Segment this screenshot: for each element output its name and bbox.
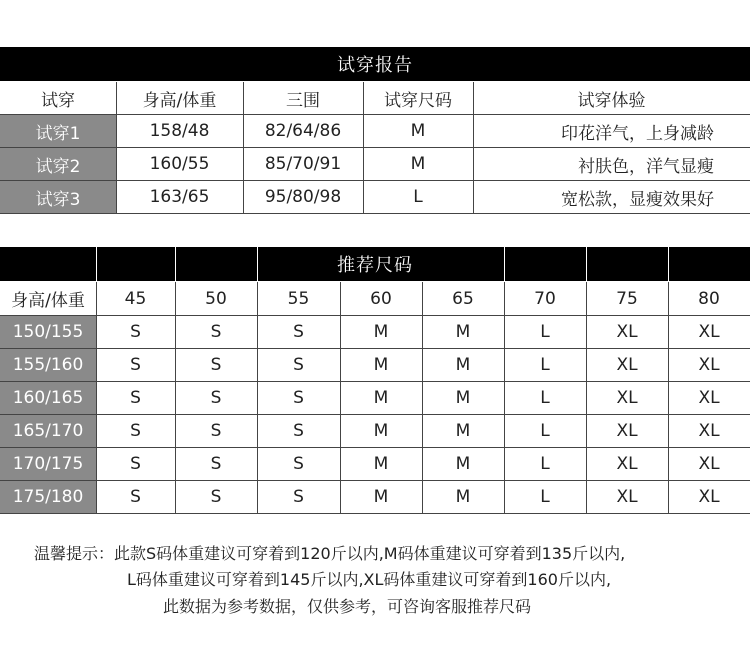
size-cell: S [210, 421, 222, 441]
size-cell: XL [698, 388, 720, 408]
grid-line [340, 282, 341, 514]
grid-line [473, 82, 474, 214]
size-cell: M [373, 487, 389, 507]
size-cell: S [210, 454, 222, 474]
size-cell: M [373, 454, 389, 474]
weight-header-cell: 75 [616, 288, 638, 309]
size-cell: S [293, 388, 304, 408]
trial-row-height-weight: 163/65 [149, 187, 210, 207]
trial-row-height-weight: 158/48 [149, 121, 210, 141]
height-row-label: 155/160 [0, 349, 96, 381]
size-cell: XL [616, 388, 638, 408]
size-cell: S [293, 487, 304, 507]
trial-row-experience: 衬肤色，洋气显瘦 [578, 156, 714, 177]
size-cell: XL [616, 454, 638, 474]
trial-row-size: L [413, 187, 423, 207]
trial-row-label: 试穿1 [0, 115, 116, 147]
grid-line [175, 282, 176, 514]
size-cell: M [373, 388, 389, 408]
size-cell: S [130, 388, 141, 408]
size-cell: XL [616, 487, 638, 507]
size-cell: S [130, 487, 141, 507]
trial-header-measurements: 三围 [286, 90, 320, 111]
size-cell: XL [616, 322, 638, 342]
grid-line [504, 282, 505, 514]
grid-line [0, 315, 750, 316]
note-line-1: 温馨提示：此款S码体重建议可穿着到120斤以内,M码体重建议可穿着到135斤以内, [34, 544, 626, 563]
size-cell: S [293, 355, 304, 375]
weight-header-cell: 70 [534, 288, 556, 309]
size-cell: XL [698, 322, 720, 342]
weight-header-cell: 65 [452, 288, 474, 309]
size-cell: M [455, 454, 471, 474]
grid-line [96, 282, 97, 514]
grid-line [0, 114, 750, 115]
banner-divider [257, 247, 258, 281]
trial-row-measurements: 82/64/86 [264, 121, 342, 141]
grid-line [0, 213, 750, 214]
size-cell: L [540, 487, 550, 507]
trial-header-height-weight: 身高/体重 [142, 90, 217, 111]
size-cell: M [455, 355, 471, 375]
size-cell: XL [616, 355, 638, 375]
size-cell: S [210, 355, 222, 375]
height-row-label: 170/175 [0, 448, 96, 480]
size-cell: M [455, 487, 471, 507]
banner-divider [504, 247, 505, 281]
grid-line [116, 82, 117, 214]
banner-divider [96, 247, 97, 281]
grid-line [0, 180, 750, 181]
trial-row-experience: 宽松款，显瘦效果好 [561, 189, 714, 210]
size-cell: L [540, 355, 550, 375]
grid-line [243, 82, 244, 214]
trial-report-title: 试穿报告 [0, 47, 750, 81]
trial-row-measurements: 85/70/91 [264, 154, 342, 174]
grid-line [363, 82, 364, 214]
size-cell: XL [698, 355, 720, 375]
size-cell: S [293, 454, 304, 474]
grid-line [668, 282, 669, 514]
size-cell: M [373, 355, 389, 375]
recommend-corner-label: 身高/体重 [11, 291, 85, 311]
size-cell: M [373, 421, 389, 441]
weight-header-cell: 80 [698, 288, 720, 309]
size-cell: M [455, 388, 471, 408]
size-cell: XL [698, 487, 720, 507]
weight-header-cell: 45 [124, 288, 147, 309]
trial-row-size: M [410, 121, 426, 141]
height-row-label: 165/170 [0, 415, 96, 447]
banner-divider [586, 247, 587, 281]
recommend-size-title: 推荐尺码 [0, 247, 750, 281]
grid-line [0, 513, 750, 514]
banner-divider [175, 247, 176, 281]
size-cell: L [540, 421, 550, 441]
trial-header-size: 试穿尺码 [384, 90, 452, 111]
weight-header-cell: 55 [287, 288, 310, 309]
height-row-label: 160/165 [0, 382, 96, 414]
trial-header-experience: 试穿体验 [577, 90, 646, 111]
size-cell: L [540, 388, 550, 408]
weight-header-cell: 50 [205, 288, 227, 309]
size-cell: S [293, 322, 304, 342]
height-row-label: 175/180 [0, 481, 96, 513]
height-row-label: 150/155 [0, 316, 96, 348]
grid-line [0, 147, 750, 148]
size-cell: S [210, 322, 222, 342]
trial-row-height-weight: 160/55 [149, 154, 210, 174]
grid-line [0, 447, 750, 448]
trial-row-label: 试穿3 [0, 181, 116, 213]
size-cell: S [130, 355, 141, 375]
note-line-2: L码体重建议可穿着到145斤以内,XL码体重建议可穿着到160斤以内, [127, 570, 612, 589]
size-cell: M [373, 322, 389, 342]
grid-line [422, 282, 423, 514]
trial-row-experience: 印花洋气，上身减龄 [561, 123, 714, 144]
size-cell: XL [698, 454, 720, 474]
note-line-3: 此数据为参考数据，仅供参考，可咨询客服推荐尺码 [163, 597, 532, 616]
size-cell: XL [698, 421, 720, 441]
banner-divider [668, 247, 669, 281]
size-cell: L [540, 322, 550, 342]
size-cell: M [455, 322, 471, 342]
size-cell: M [455, 421, 471, 441]
size-cell: S [130, 454, 141, 474]
grid-line [586, 282, 587, 514]
size-cell: S [293, 421, 304, 441]
trial-row-label: 试穿2 [0, 148, 116, 180]
trial-row-size: M [410, 154, 426, 174]
weight-header-cell: 60 [370, 288, 392, 309]
trial-row-measurements: 95/80/98 [264, 187, 342, 207]
grid-line [0, 348, 750, 349]
size-cell: S [130, 421, 141, 441]
size-cell: S [130, 322, 141, 342]
size-cell: S [210, 487, 222, 507]
size-cell: L [540, 454, 550, 474]
grid-line [0, 414, 750, 415]
grid-line [257, 282, 258, 514]
size-cell: S [210, 388, 222, 408]
trial-header-name: 试穿 [41, 90, 75, 111]
size-cell: XL [616, 421, 638, 441]
grid-line [0, 480, 750, 481]
grid-line [0, 381, 750, 382]
